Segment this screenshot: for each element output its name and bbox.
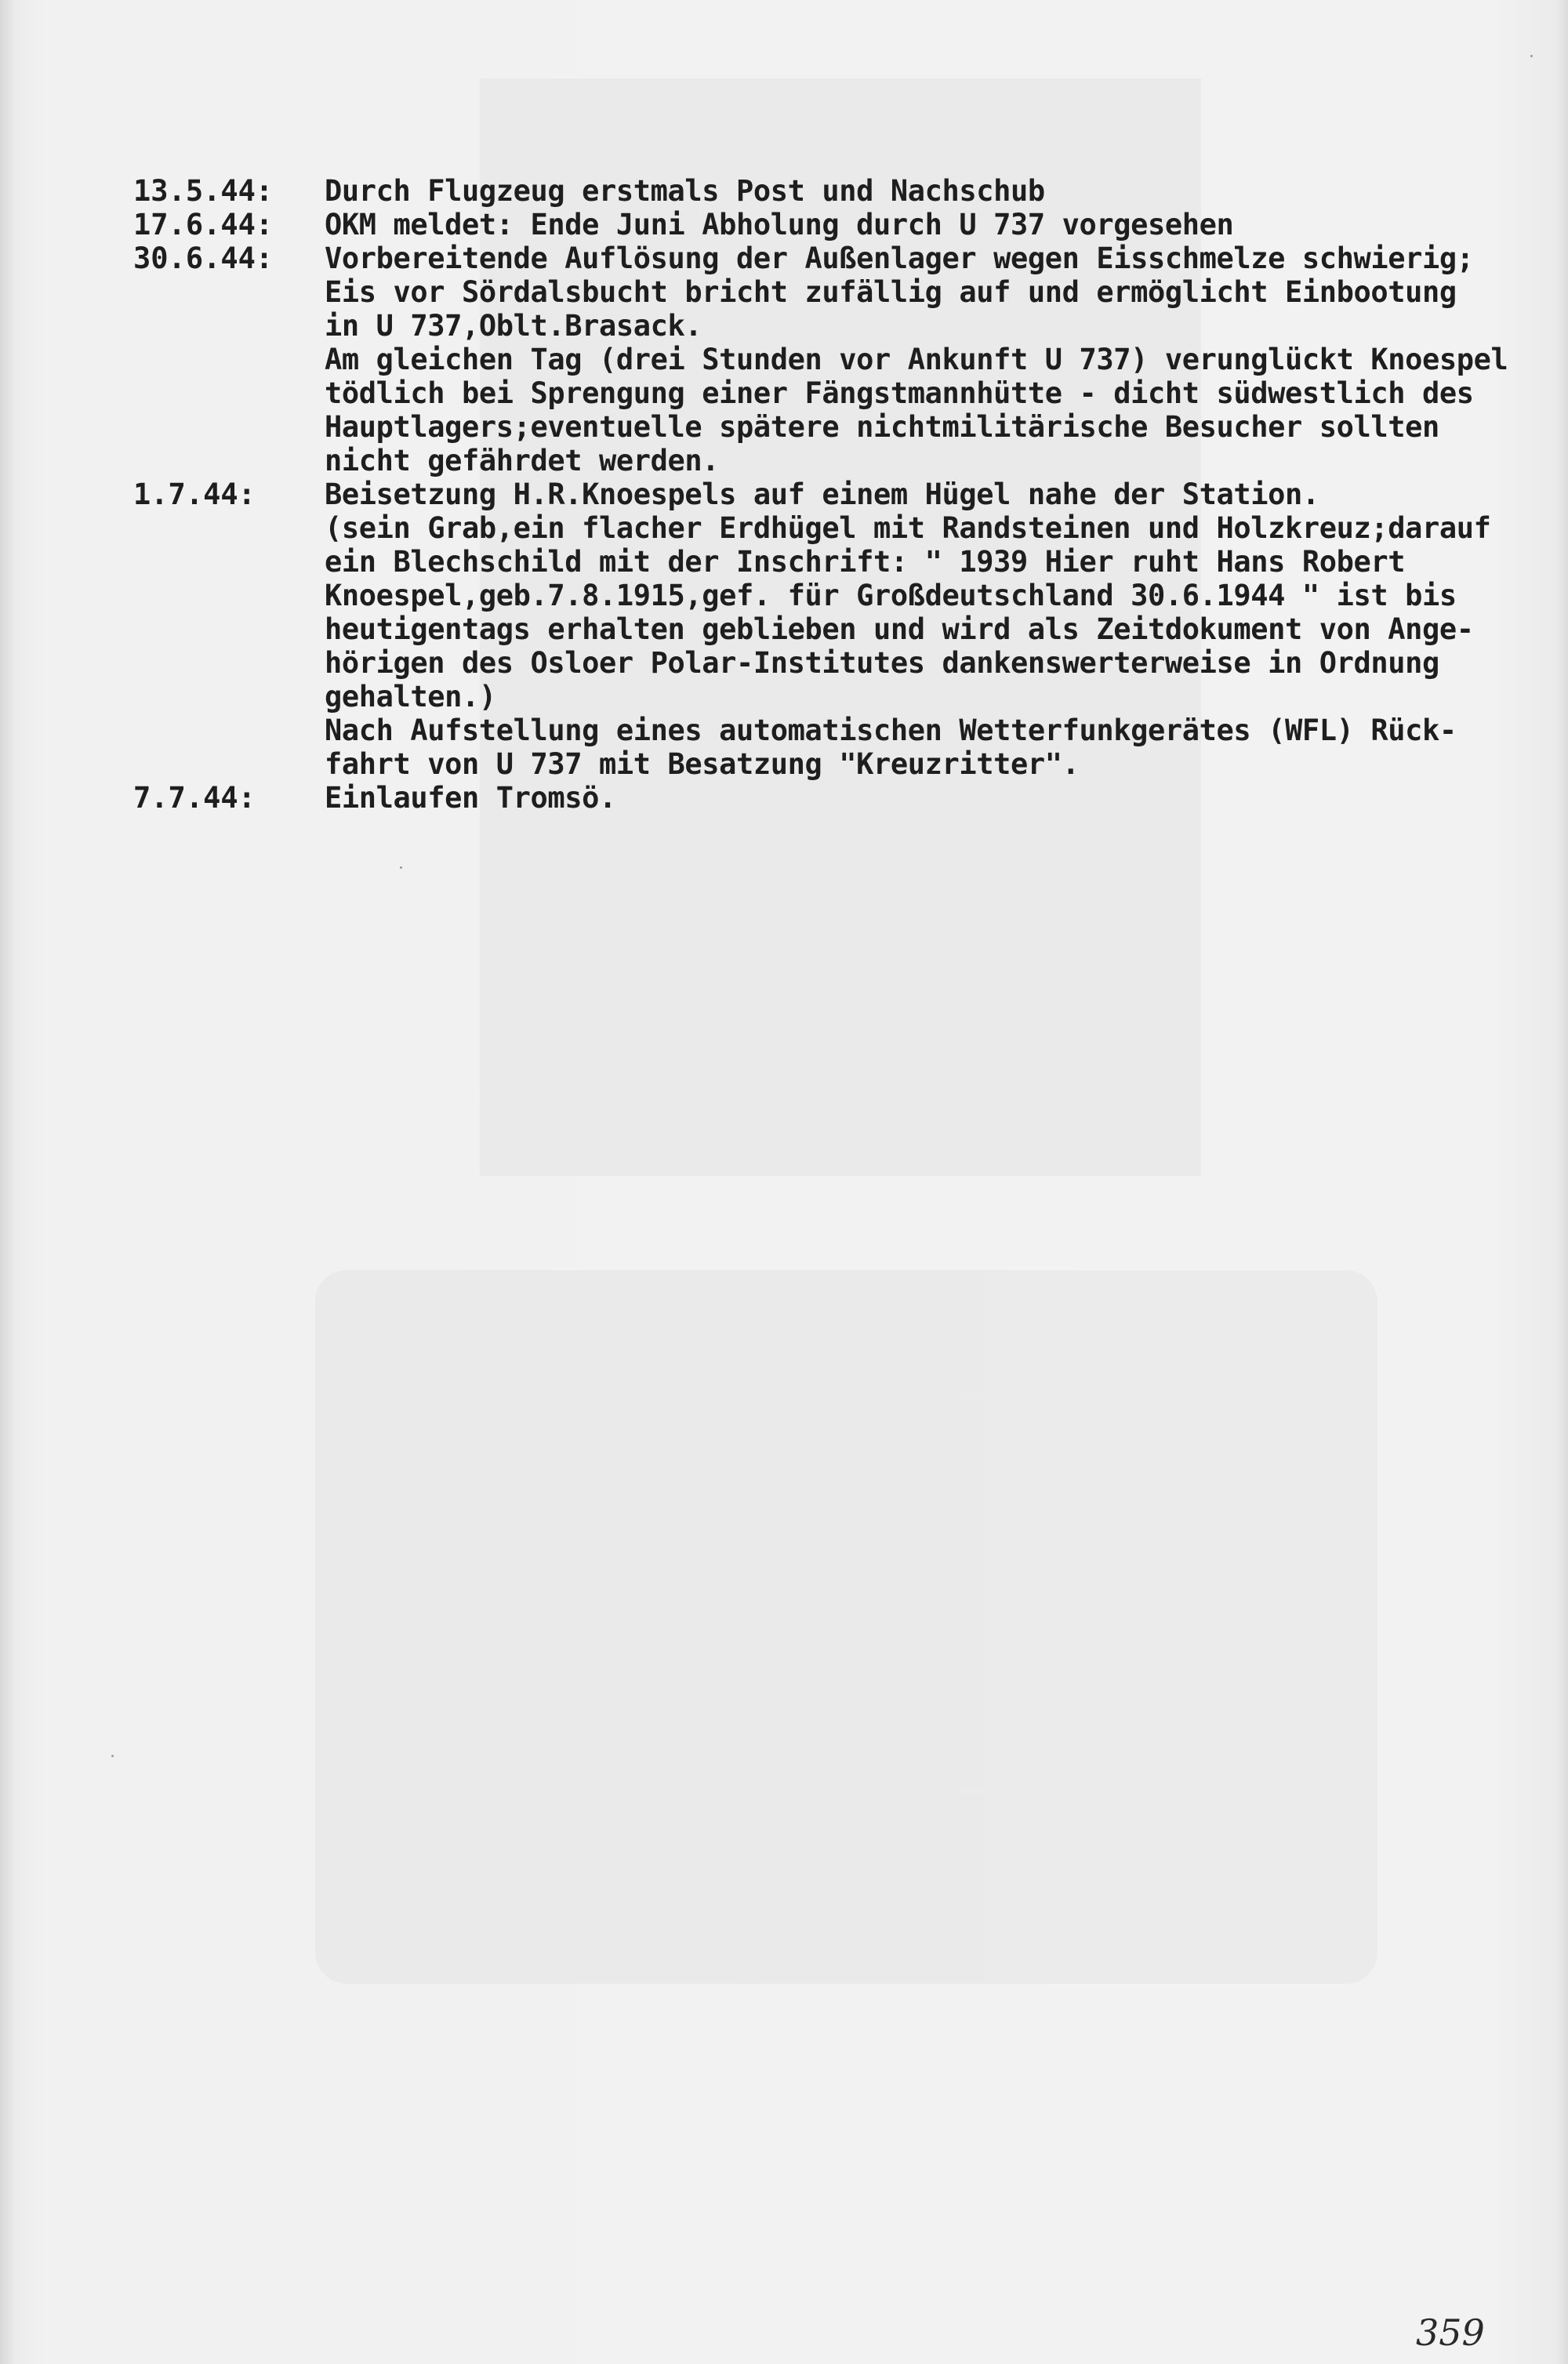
entry-date: 30.6.44: (133, 241, 274, 275)
entry-text-line: Vorbereitende Auflösung der Außenlager wegen Eisschmelze schwierig; (325, 241, 1474, 275)
entry-text-line: fahrt von U 737 mit Besatzung "Kreuzritter". (325, 747, 1080, 781)
chronology-entries (133, 174, 1529, 815)
entry-date: 7.7.44: (133, 781, 256, 815)
show-through-photo-bottom (315, 1270, 1377, 1984)
chronology-entry (133, 208, 1529, 241)
chronology-entry (133, 478, 1529, 781)
entry-date: 17.6.44: (133, 208, 274, 241)
entry-text (325, 174, 1529, 208)
entry-text-line: OKM meldet: Ende Juni Abholung durch U 737 vorgesehen (325, 208, 1234, 241)
entry-text-line: gehalten.) (325, 680, 496, 714)
entry-text-line: Einlaufen Tromsö. (325, 781, 616, 815)
entry-text-line: ein Blechschild mit der Inschrift: " 1939 Hier ruht Hans Robert (325, 545, 1406, 579)
chronology-entry (133, 781, 1529, 815)
entry-text-line: Durch Flugzeug erstmals Post und Nachschub (325, 174, 1045, 208)
chronology-entry (133, 241, 1529, 478)
entry-text (325, 241, 1529, 478)
entry-text-line: Nach Aufstellung eines automatischen Wetterfunkgerätes (WFL) Rück- (325, 714, 1457, 747)
entry-text-line: heutigentags erhalten geblieben und wird als Zeitdokument von Ange- (325, 612, 1474, 646)
entry-date: 13.5.44: (133, 174, 274, 208)
entry-text-line: Hauptlagers;eventuelle spätere nichtmilitärische Besucher sollten (325, 410, 1439, 444)
entry-text-line: Beisetzung H.R.Knoespels auf einem Hügel nahe der Station. (325, 478, 1319, 511)
paper-speck (111, 1755, 114, 1757)
entry-text-line: Eis vor Sördalsbucht bricht zufällig auf und ermöglicht Einbootung (325, 275, 1457, 309)
entry-text-line: tödlich bei Sprengung einer Fängstmannhütte - dicht südwestlich des (325, 376, 1474, 410)
entry-date: 1.7.44: (133, 478, 256, 511)
entry-text-line: in U 737,Oblt.Brasack. (325, 309, 702, 343)
paper-speck (400, 866, 402, 869)
entry-text-line: Am gleichen Tag (drei Stunden vor Ankunft U 737) verunglückt Knoespel (325, 343, 1508, 376)
entry-text (325, 781, 1529, 815)
entry-text (325, 208, 1529, 241)
entry-text-line: nicht gefährdet werden. (325, 444, 720, 478)
entry-text (325, 478, 1529, 781)
entry-text-line: hörigen des Osloer Polar-Institutes dankenswerterweise in Ordnung (325, 646, 1439, 680)
paper-speck (1530, 55, 1533, 57)
entry-text-line: (sein Grab,ein flacher Erdhügel mit Randsteinen und Holzkreuz;darauf (325, 511, 1491, 545)
chronology-entry (133, 174, 1529, 208)
entry-text-line: Knoespel,geb.7.8.1915,gef. für Großdeutschland 30.6.1944 " ist bis (325, 579, 1457, 612)
page-number: 359 (1416, 2311, 1485, 2354)
